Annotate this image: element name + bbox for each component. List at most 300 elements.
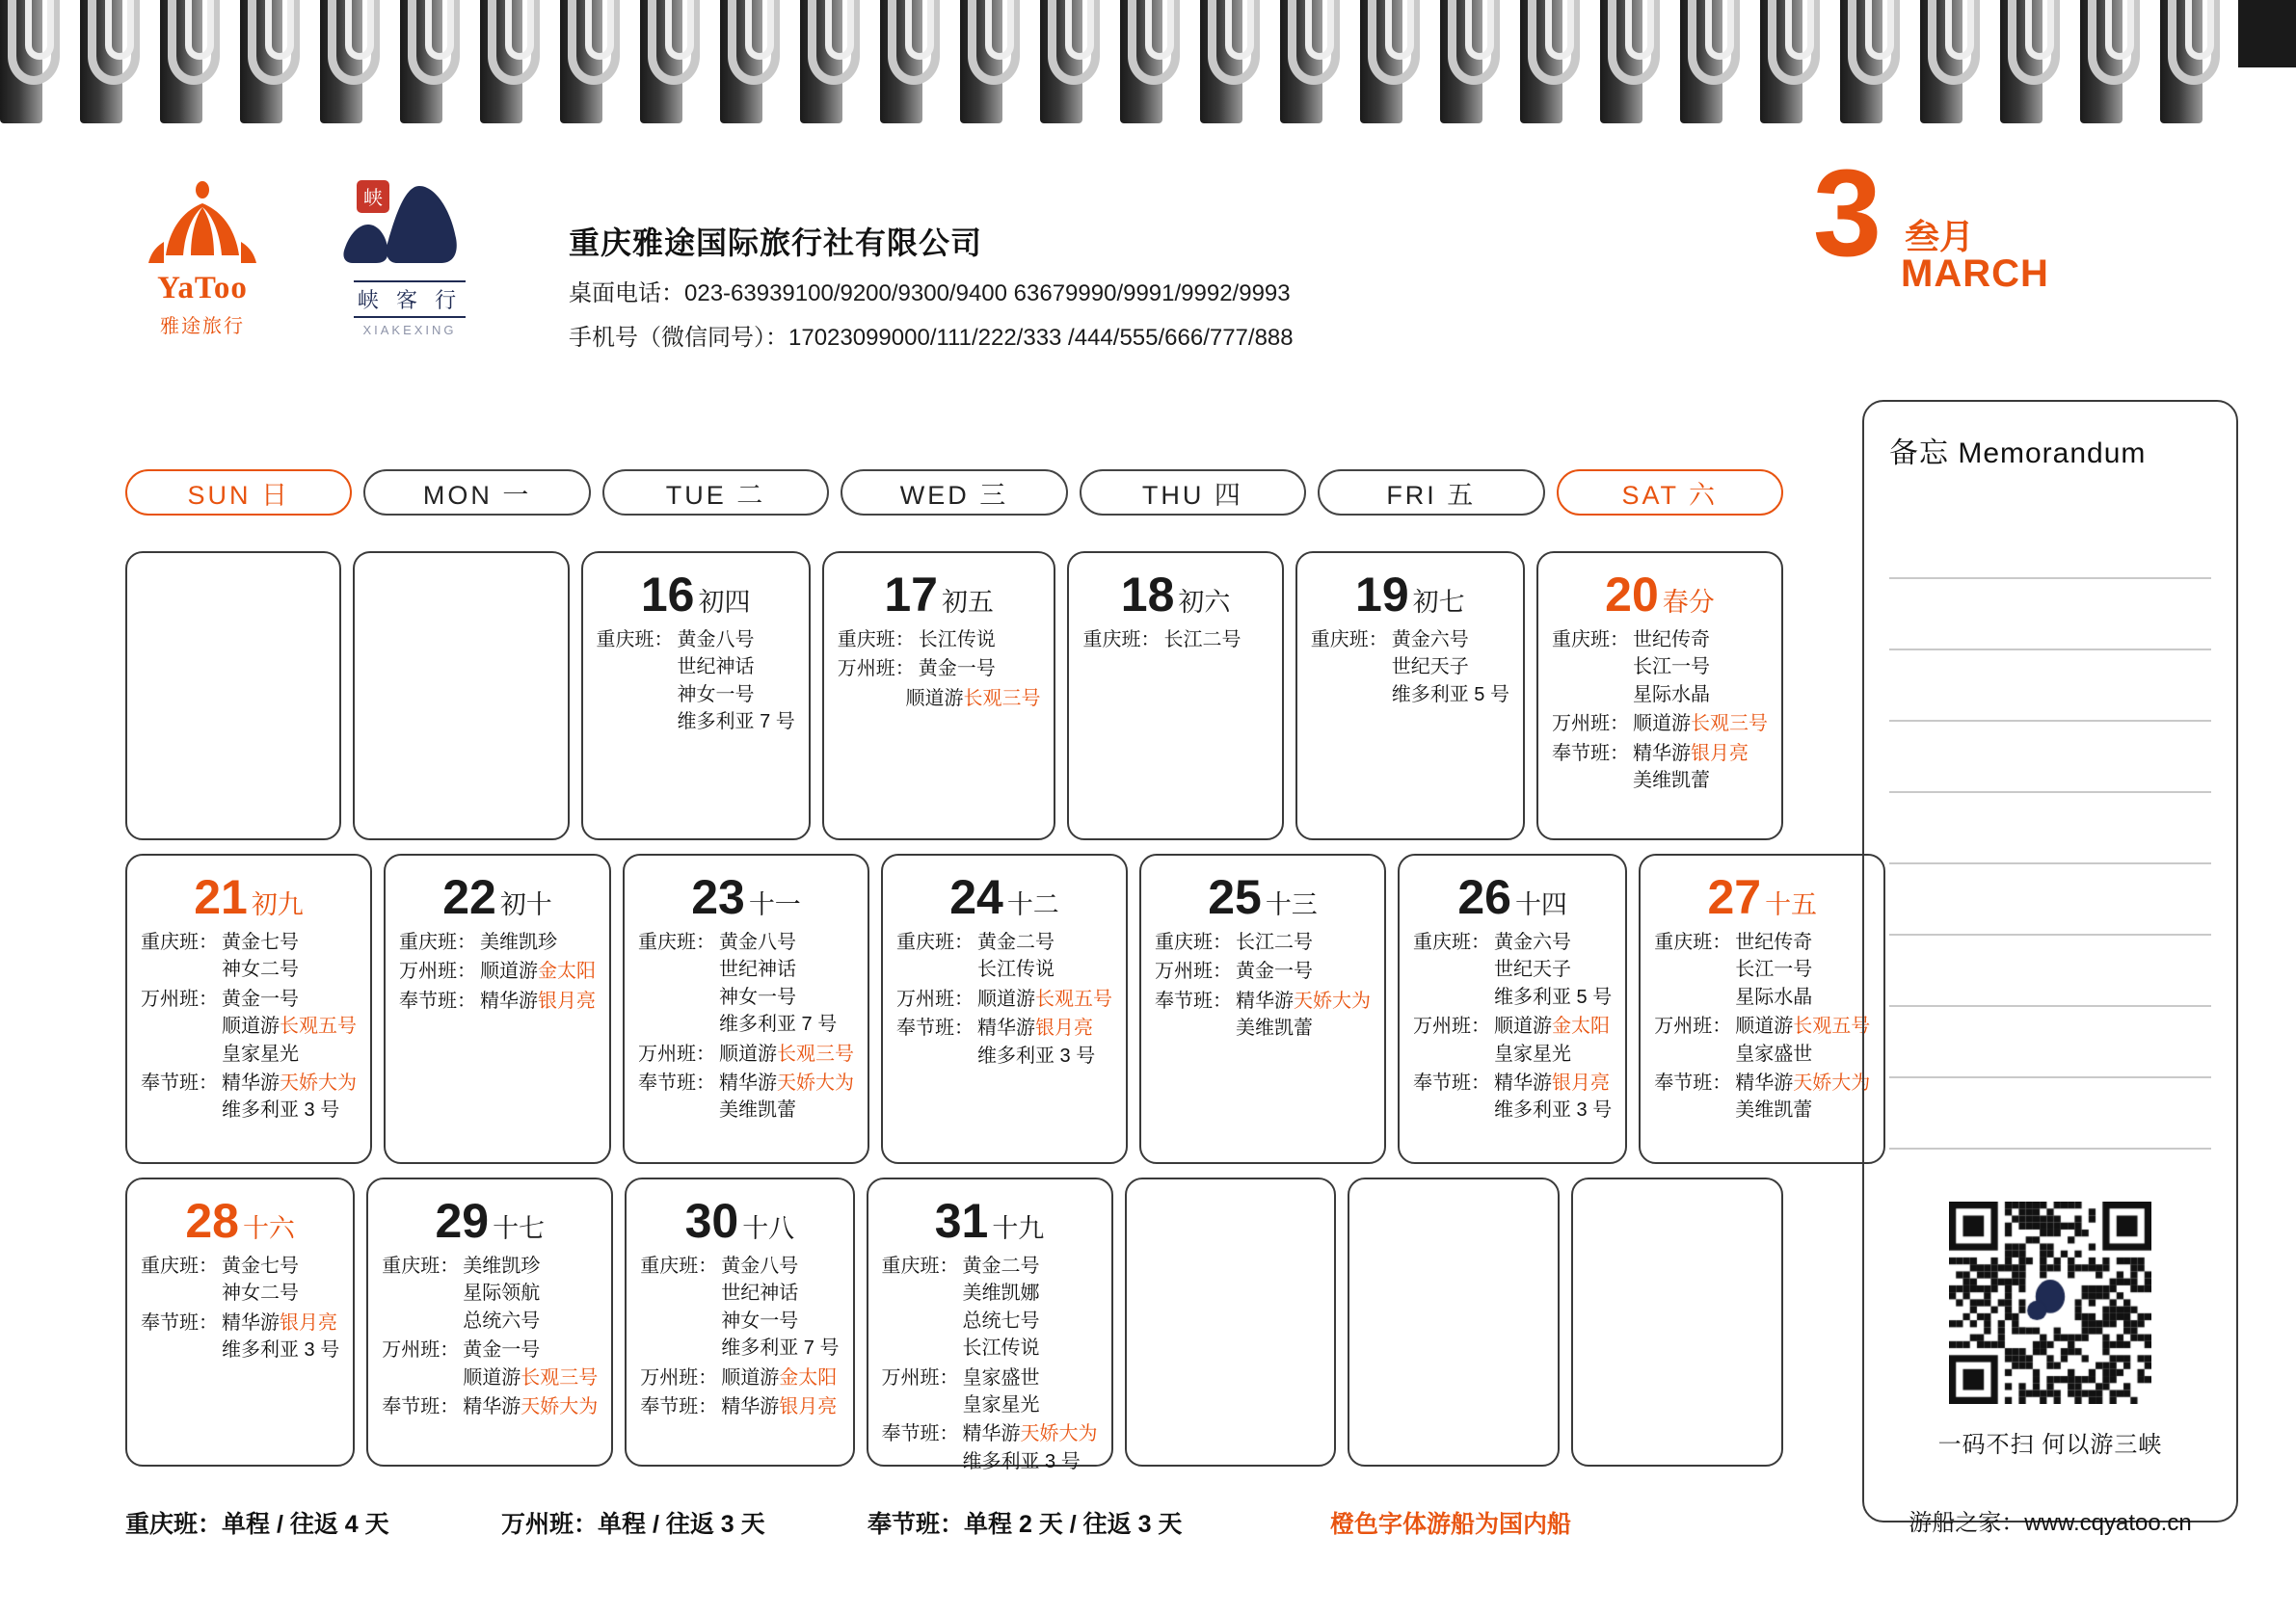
lunar-term: 初五: [941, 588, 994, 617]
calendar-week-row: [125, 854, 1871, 1164]
day-number-row: [1155, 869, 1371, 923]
memorandum-line[interactable]: [1889, 722, 2211, 793]
spiral-ring: [640, 0, 706, 123]
day-number: 27: [1707, 870, 1762, 924]
day-events: [882, 1253, 1098, 1475]
event-group: [838, 655, 1041, 682]
memorandum-line[interactable]: [1889, 1007, 2211, 1078]
event-group-label: 万州班：: [837, 658, 915, 680]
event-items: [1629, 626, 1768, 708]
event-items: [218, 1253, 339, 1308]
event-items: [218, 1070, 357, 1125]
event-group: [896, 986, 1112, 1013]
event-group-label: 重庆班：: [141, 1256, 218, 1277]
event-group: [597, 626, 795, 736]
event-group: [399, 958, 596, 985]
event-item: 精华游天娇大为: [463, 1395, 599, 1417]
calendar-day-empty: [1348, 1178, 1560, 1467]
event-items: [715, 1041, 854, 1068]
spiral-ring: [2160, 0, 2226, 123]
svg-text:峡: 峡: [363, 188, 383, 209]
event-group-label: 重庆班：: [1310, 629, 1388, 650]
event-group-label: 重庆班：: [1413, 932, 1490, 953]
day-number-row: [640, 1193, 839, 1247]
event-group-label: 奉节班：: [1551, 742, 1629, 764]
event-group-label: 奉节班：: [638, 1072, 715, 1094]
event-group: [638, 929, 854, 1039]
event-item: 神女二号: [222, 959, 299, 981]
event-group-label: 重庆班：: [1155, 932, 1232, 953]
lunar-term: 十八: [742, 1214, 795, 1243]
yatoo-name: YaToo: [157, 271, 248, 305]
event-item: 精华游银月亮: [977, 1018, 1093, 1040]
spiral-ring: [1840, 0, 1906, 123]
day-number: 26: [1457, 870, 1511, 924]
event-group-label: 万州班：: [1654, 1016, 1732, 1038]
company-info: [569, 178, 1294, 352]
calendar-day-cell[interactable]: [1139, 854, 1386, 1164]
event-group-label: 重庆班：: [399, 932, 476, 953]
event-item: 星际水晶: [1735, 986, 1813, 1008]
event-group: [638, 1041, 854, 1068]
lunar-term: 十三: [1265, 890, 1318, 919]
event-item: 精华游天娇大为: [1735, 1072, 1871, 1094]
day-number-row: [141, 869, 357, 923]
weekday-header-cell: SUN 日: [125, 469, 352, 516]
event-items: [459, 1393, 598, 1420]
memorandum-line[interactable]: [1889, 936, 2211, 1007]
event-item: 顺道游长观五号: [977, 988, 1112, 1010]
event-item: 世纪神话: [721, 1283, 799, 1305]
legend-orange-note: 橙色字体游船为国内船: [1330, 1511, 1572, 1538]
day-events: [399, 929, 596, 1015]
event-item: 精华游天娇大为: [962, 1423, 1098, 1445]
event-ship-name: 长观五号: [1035, 988, 1112, 1010]
event-group: [1082, 626, 1268, 653]
event-item: 黄金一号: [1236, 961, 1313, 983]
event-group-label: 奉节班：: [1654, 1072, 1732, 1094]
event-group: [838, 685, 1041, 712]
event-item: 世纪神话: [677, 656, 755, 678]
day-events: [638, 929, 854, 1125]
header: [125, 178, 1764, 357]
event-ship-name: 银月亮: [280, 1311, 337, 1334]
spiral-ring: [1280, 0, 1346, 123]
lunar-term: 初七: [1412, 588, 1465, 617]
day-events: [1413, 929, 1612, 1125]
event-item: 皇家星光: [1494, 1043, 1571, 1065]
weekday-header-cell: FRI 五: [1318, 469, 1544, 516]
lunar-term: 初六: [1178, 588, 1231, 617]
event-group-label: 奉节班：: [399, 990, 476, 1012]
event-ship-name: 天娇大为: [280, 1072, 357, 1094]
event-group: [1552, 626, 1768, 708]
event-group-label: 万州班：: [399, 961, 476, 983]
event-items: [1490, 1013, 1612, 1068]
event-item: 顺道游长观五号: [222, 1016, 357, 1038]
yatoo-mark-icon: [145, 178, 260, 267]
event-item: 顺道游长观三号: [463, 1366, 599, 1389]
calendar-day-cell[interactable]: [1067, 551, 1283, 840]
day-number: 24: [949, 870, 1003, 924]
lunar-term: 十二: [1006, 890, 1059, 919]
event-group-label: 奉节班：: [141, 1072, 218, 1094]
calendar-day-cell[interactable]: [1398, 854, 1627, 1164]
calendar-week-row: [125, 551, 1783, 840]
event-item: 黄金八号: [677, 629, 755, 650]
memorandum-line[interactable]: [1889, 1078, 2211, 1150]
event-ship-name: 长观三号: [963, 687, 1041, 709]
lunar-term: 初十: [499, 890, 552, 919]
event-group: [141, 986, 357, 1068]
event-item: 维多利亚 7 号: [677, 711, 795, 733]
calendar-day-cell[interactable]: [881, 854, 1128, 1164]
event-items: [717, 1393, 839, 1420]
event-group-label: 万州班：: [640, 1366, 718, 1389]
event-items: [1232, 929, 1371, 956]
event-ship-name: 天娇大为: [1793, 1072, 1871, 1094]
day-number-row: [399, 869, 596, 923]
day-events: [141, 929, 357, 1125]
calendar-day-cell[interactable]: [1536, 551, 1783, 840]
spiral-ring: [0, 0, 66, 123]
memorandum-line[interactable]: [1889, 864, 2211, 936]
event-ship-name: 银月亮: [538, 990, 596, 1012]
calendar-grid: [125, 551, 1871, 1472]
event-item: 世纪传奇: [1735, 932, 1813, 953]
calendar-day-cell[interactable]: [867, 1178, 1113, 1472]
event-item: 长江一号: [1632, 656, 1710, 678]
company-name: 重庆雅途国际旅行社有限公司: [569, 225, 983, 260]
event-group-label: 重庆班：: [640, 1256, 718, 1277]
lunar-term: 十五: [1765, 890, 1818, 919]
xiakexing-cn-name: 峡 客 行: [354, 280, 466, 318]
calendar-day-cell[interactable]: [1639, 854, 1885, 1164]
event-item: 黄金八号: [721, 1256, 799, 1277]
month-heading: [1758, 145, 2124, 299]
spiral-ring: [80, 0, 146, 123]
spiral-ring: [240, 0, 306, 123]
calendar-week-row: [125, 1178, 1783, 1472]
day-number: 29: [435, 1194, 490, 1248]
event-items: [218, 986, 357, 1068]
event-items: [1232, 988, 1371, 1043]
day-number-row: [838, 567, 1041, 621]
event-items: [1388, 626, 1509, 708]
qr-caption: 一码不扫 何以游三峡: [1937, 1432, 2163, 1458]
event-item: 美维凯蕾: [719, 1099, 796, 1122]
event-group-label: 万州班：: [896, 988, 974, 1010]
event-item: 美维凯蕾: [1236, 1018, 1313, 1040]
event-group-label: 万州班：: [1413, 1016, 1490, 1038]
event-items: [1629, 740, 1768, 795]
event-group-label: 奉节班：: [896, 1018, 974, 1040]
event-group-label: 重庆班：: [837, 629, 915, 650]
event-items: [974, 929, 1112, 984]
event-group: [882, 1364, 1098, 1419]
day-number: 17: [884, 568, 938, 622]
event-item: 星际领航: [463, 1283, 541, 1305]
event-item: 美维凯娜: [962, 1283, 1040, 1305]
event-item: 皇家盛世: [962, 1366, 1040, 1389]
event-group: [399, 988, 596, 1015]
event-items: [715, 929, 854, 1039]
event-item: 皇家星光: [222, 1043, 299, 1065]
weekday-header-cell: THU 四: [1080, 469, 1306, 516]
event-item: 维多利亚 5 号: [1494, 986, 1613, 1008]
spiral-ring: [1200, 0, 1266, 123]
website-url[interactable]: www.cqyatoo.cn: [2024, 1510, 2192, 1536]
event-ship-name: 天娇大为: [1294, 990, 1371, 1012]
event-items: [674, 626, 795, 736]
day-number: 31: [934, 1194, 989, 1248]
day-number-row: [1413, 869, 1612, 923]
memorandum-line[interactable]: [1889, 508, 2211, 579]
footer-legend: [125, 1505, 1783, 1540]
event-group: [1155, 958, 1371, 985]
day-events: [141, 1253, 339, 1364]
event-items: [1160, 626, 1268, 653]
legend-fengjie: 奉节班：单程 2 天 / 往返 3 天: [868, 1511, 1183, 1538]
event-group-label: 万州班：: [881, 1366, 959, 1389]
event-item: 精华游天娇大为: [1236, 990, 1371, 1012]
memorandum-lines[interactable]: [1889, 508, 2211, 1150]
event-group: [640, 1393, 839, 1420]
event-item: 世纪传奇: [1632, 629, 1710, 650]
day-number: 21: [194, 870, 248, 924]
weekday-header-cell: WED 三: [841, 469, 1067, 516]
event-group-label: 万州班：: [141, 988, 218, 1010]
event-item: 维多利亚 3 号: [222, 1339, 340, 1362]
weekday-header-cell: TUE 二: [602, 469, 829, 516]
spiral-ring: [1760, 0, 1826, 123]
spiral-ring: [160, 0, 226, 123]
event-ship-name: 长观三号: [1690, 713, 1768, 735]
spiral-ring: [880, 0, 946, 123]
event-group-label: 重庆班：: [1551, 629, 1629, 650]
event-group: [640, 1253, 839, 1363]
event-group: [1654, 1013, 1870, 1068]
event-ship-name: 金太阳: [1552, 1016, 1610, 1038]
day-number: 22: [442, 870, 496, 924]
calendar-day-empty: [125, 551, 341, 840]
day-events: [1311, 626, 1509, 708]
xiakexing-logo: [318, 178, 501, 337]
event-item: 顺道游金太阳: [721, 1366, 838, 1389]
event-group: [1155, 988, 1371, 1043]
event-item: 美维凯蕾: [1632, 769, 1710, 791]
event-items: [974, 986, 1112, 1013]
day-events: [1082, 626, 1268, 653]
event-items: [959, 1364, 1098, 1419]
qr-code-wrap: [1889, 1202, 2211, 1404]
event-item: 顺道游长观三号: [719, 1043, 854, 1065]
event-group: [1413, 1013, 1612, 1068]
event-group-label: 奉节班：: [382, 1395, 460, 1417]
event-items: [476, 988, 596, 1015]
event-ship-name: 银月亮: [1035, 1018, 1093, 1040]
calendar-day-empty: [1125, 1178, 1337, 1467]
calendar-day-cell[interactable]: [384, 854, 611, 1164]
lunar-term: 十一: [748, 890, 801, 919]
event-ship-name: 长观五号: [1793, 1016, 1871, 1038]
lunar-term: 十四: [1514, 890, 1567, 919]
calendar-day-cell[interactable]: [125, 1178, 355, 1467]
event-item: 世纪天子: [1391, 656, 1469, 678]
event-item: 黄金六号: [1494, 932, 1571, 953]
event-group-label: 重庆班：: [881, 1256, 959, 1277]
event-items: [974, 1015, 1112, 1070]
event-item: 顺道游长观三号: [905, 687, 1041, 709]
lunar-term: 十六: [242, 1214, 295, 1243]
event-group: [141, 929, 357, 984]
calendar-day-cell[interactable]: [822, 551, 1056, 840]
day-events: [640, 1253, 839, 1420]
calendar-day-cell[interactable]: [581, 551, 811, 840]
event-item: 总统七号: [962, 1310, 1040, 1332]
xiakexing-pinyin: XIAKEXING: [362, 323, 457, 337]
event-item: 精华游天娇大为: [222, 1072, 357, 1094]
event-group: [838, 626, 1041, 653]
weekday-header-cell: SAT 六: [1557, 469, 1783, 516]
event-group-label: 重庆班：: [1654, 932, 1732, 953]
xiakexing-mark-icon: [328, 178, 492, 275]
event-group-label: 万州班：: [1155, 961, 1232, 983]
memorandum-line[interactable]: [1889, 793, 2211, 864]
event-item: 黄金二号: [977, 932, 1055, 953]
event-group: [382, 1393, 598, 1420]
event-group: [896, 929, 1112, 984]
memorandum-line[interactable]: [1889, 579, 2211, 650]
event-items: [915, 626, 1041, 653]
spiral-ring: [1920, 0, 1986, 123]
company-phone-mobile: 手机号（微信同号）：17023099000/111/222/333 /444/555/666/777/888: [569, 325, 1294, 351]
spiral-ring: [1600, 0, 1666, 123]
day-number-row: [597, 567, 795, 621]
event-item: 维多利亚 3 号: [962, 1450, 1081, 1472]
calendar-day-cell[interactable]: [623, 854, 869, 1164]
event-group: [399, 929, 596, 956]
event-group-label: 重庆班：: [596, 629, 674, 650]
lunar-term: 春分: [1662, 588, 1715, 617]
lunar-term: 初四: [698, 588, 751, 617]
day-events: [896, 929, 1112, 1070]
spiral-ring: [560, 0, 626, 123]
website-line: [1889, 1503, 2211, 1537]
event-item: 总统六号: [463, 1310, 541, 1332]
spiral-ring: [1680, 0, 1746, 123]
event-items: [717, 1253, 839, 1363]
spiral-ring: [1440, 0, 1506, 123]
event-group: [141, 1070, 357, 1125]
day-number: 28: [185, 1194, 239, 1248]
event-group: [1413, 1070, 1612, 1125]
event-group: [1552, 710, 1768, 737]
month-number: 3: [1812, 145, 1882, 282]
event-items: [901, 685, 1040, 712]
event-items: [1629, 710, 1768, 737]
event-item: 黄金七号: [222, 1256, 299, 1277]
day-events: [1552, 626, 1768, 794]
memorandum-line[interactable]: [1889, 650, 2211, 722]
spiral-ring: [480, 0, 546, 123]
event-items: [476, 958, 596, 985]
event-item: 维多利亚 7 号: [721, 1337, 840, 1360]
calendar-day-cell[interactable]: [366, 1178, 613, 1467]
yatoo-cn-name: 雅途旅行: [160, 316, 245, 337]
event-item: 皇家盛世: [1735, 1043, 1813, 1065]
event-ship-name: 天娇大为: [1020, 1423, 1098, 1445]
spiral-ring: [1120, 0, 1186, 123]
weekday-header-cell: MON 一: [363, 469, 590, 516]
yatoo-logo: [125, 178, 280, 338]
event-item: 黄金一号: [463, 1339, 541, 1362]
event-group: [896, 1015, 1112, 1070]
calendar-day-cell[interactable]: [125, 854, 372, 1164]
event-item: 美维凯珍: [480, 932, 557, 953]
day-number: 19: [1355, 568, 1409, 622]
event-items: [959, 1420, 1098, 1475]
spiral-ring: [960, 0, 1026, 123]
event-item: 皇家星光: [962, 1393, 1040, 1416]
day-events: [838, 626, 1041, 712]
event-item: 神女一号: [719, 986, 796, 1008]
spiral-ring: [1520, 0, 1586, 123]
event-items: [915, 655, 1041, 682]
event-item: 精华游银月亮: [721, 1395, 838, 1417]
event-items: [959, 1253, 1098, 1363]
event-group-label: 万州班：: [382, 1339, 460, 1362]
event-ship-name: 银月亮: [1552, 1072, 1610, 1094]
day-number: 18: [1120, 568, 1175, 622]
spiral-binding: [0, 0, 2296, 145]
calendar-day-cell[interactable]: [1295, 551, 1525, 840]
event-item: 星际水晶: [1632, 683, 1710, 705]
event-item: 顺道游长观三号: [1632, 713, 1768, 735]
event-item: 精华游银月亮: [222, 1311, 337, 1334]
event-items: [476, 929, 596, 956]
qr-code-icon[interactable]: [1949, 1202, 2151, 1404]
event-group-label: 奉节班：: [640, 1395, 718, 1417]
event-item: 神女一号: [721, 1310, 799, 1332]
day-events: [597, 626, 795, 736]
event-group: [640, 1364, 839, 1391]
day-number-row: [382, 1193, 598, 1247]
event-ship-name: 银月亮: [779, 1395, 838, 1417]
event-group-label: 重庆班：: [141, 932, 218, 953]
spiral-ring: [2080, 0, 2146, 123]
event-group: [882, 1420, 1098, 1475]
event-item: 长江一号: [1735, 959, 1813, 981]
event-item: 美维凯蕾: [1735, 1099, 1813, 1122]
event-items: [218, 1310, 339, 1364]
event-item: 维多利亚 3 号: [977, 1045, 1096, 1067]
event-group: [382, 1253, 598, 1335]
event-items: [218, 929, 357, 984]
event-group: [1654, 1070, 1870, 1125]
event-item: 长江二号: [1236, 932, 1313, 953]
event-ship-name: 金太阳: [779, 1366, 838, 1389]
legend-wanzhou: 万州班：单程 / 往返 3 天: [501, 1511, 765, 1538]
calendar-day-cell[interactable]: [625, 1178, 854, 1467]
event-item: 维多利亚 5 号: [1391, 683, 1509, 705]
event-item: 维多利亚 3 号: [222, 1099, 340, 1122]
legend-chongqing: 重庆班：单程 / 往返 4 天: [125, 1511, 389, 1538]
spiral-end-block: [2238, 0, 2296, 67]
event-ship-name: 长观五号: [280, 1016, 357, 1038]
spiral-ring: [2000, 0, 2066, 123]
event-items: [1731, 929, 1870, 1011]
